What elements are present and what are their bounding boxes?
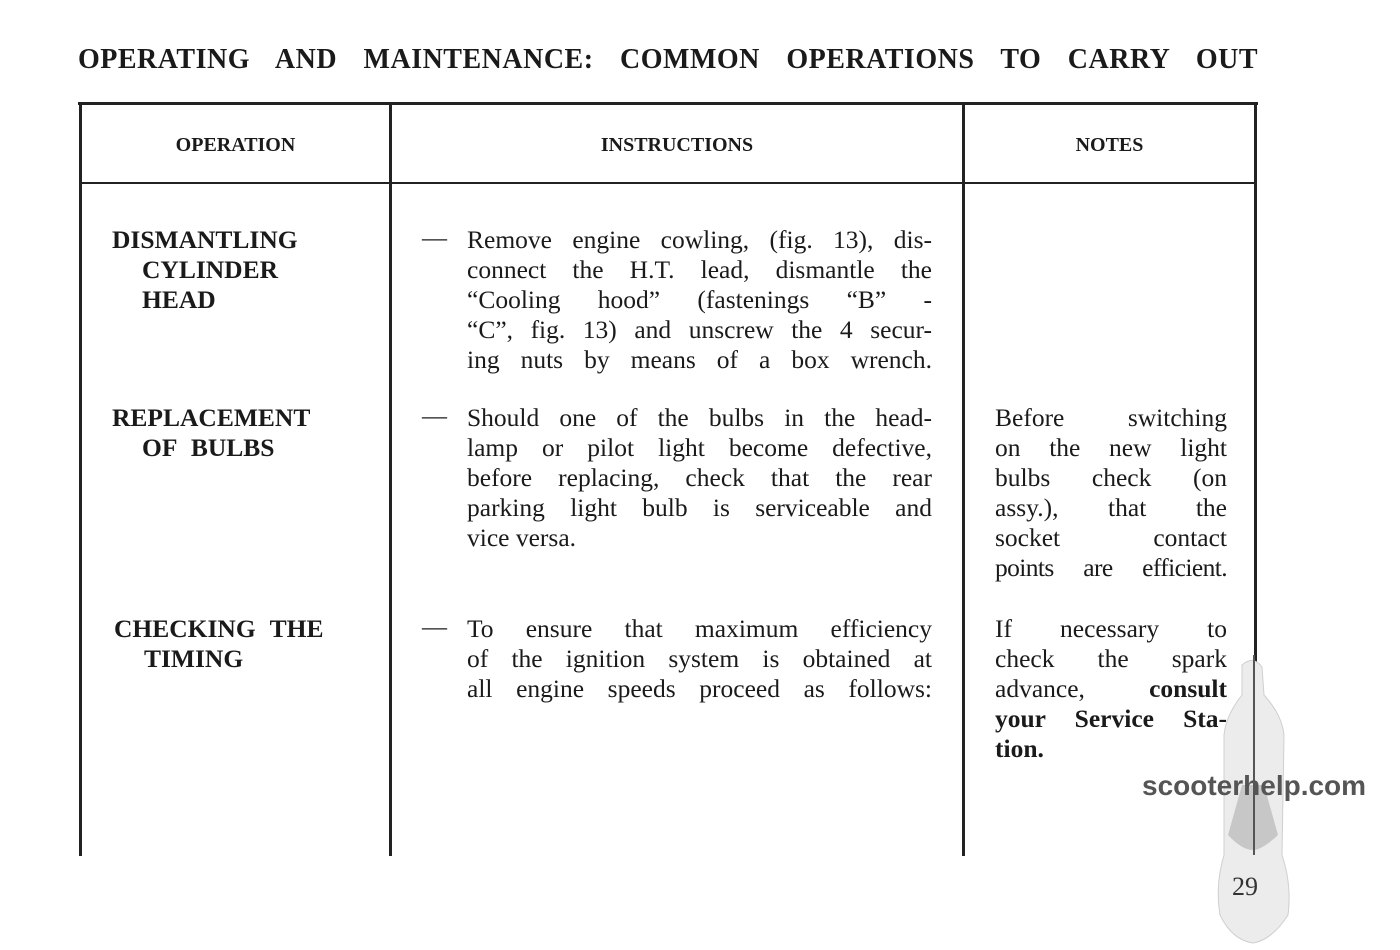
note-line: Before switching	[995, 403, 1227, 432]
instruction-line: Remove engine cowling, (fig. 13), dis-	[467, 225, 932, 254]
note-line: socket contact	[995, 523, 1227, 552]
instruction-line: “C”, fig. 13) and unscrew the 4 secur-	[467, 315, 932, 344]
instruction-line: lamp or pilot light become defective,	[467, 433, 932, 462]
note-emphasis: tion.	[995, 734, 1044, 763]
instruction-line: Should one of the bulbs in the head-	[467, 403, 932, 432]
operation-line: REPLACEMENT	[112, 403, 311, 432]
instruction-line: vice versa.	[467, 523, 577, 552]
header-notes: NOTES	[1075, 134, 1144, 156]
note-line: bulbs check (on	[995, 463, 1227, 492]
notes-row-3	[995, 614, 1227, 764]
note-text: advance,	[995, 674, 1085, 703]
operation-line: HEAD	[142, 285, 216, 314]
note-line: on the new light	[995, 433, 1227, 462]
operation-line: CHECKING THE	[114, 614, 324, 643]
operation-line: OF BULBS	[142, 433, 275, 462]
note-line: points are efficient.	[995, 553, 1227, 582]
column-divider-2	[962, 104, 965, 856]
notes-row-2	[995, 403, 1227, 583]
left-border	[79, 104, 82, 856]
note-line: If necessary to	[995, 614, 1227, 643]
instruction-line: connect the H.T. lead, dismantle the	[467, 255, 932, 284]
operation-dismantling-cylinder-head	[112, 225, 298, 315]
header-bottom-rule	[80, 182, 1256, 184]
operation-line: DISMANTLING	[112, 225, 298, 254]
operation-replacement-of-bulbs	[112, 403, 310, 463]
note-line: assy.), that the	[995, 493, 1227, 522]
instruction-line: ing nuts by means of a box wrench.	[467, 345, 932, 374]
table-top-rule	[78, 102, 1258, 105]
note-line: check the spark	[995, 644, 1227, 673]
bullet-dash: —	[422, 614, 447, 641]
note-emphasis: your Service Sta-	[995, 704, 1227, 733]
instruction-line: “Cooling hood” (fastenings “B” -	[467, 285, 932, 314]
instruction-line: parking light bulb is serviceable and	[467, 493, 932, 522]
instructions-row-1	[467, 225, 932, 375]
watermark-text: scooterhelp.com	[1142, 770, 1367, 801]
operation-line: TIMING	[144, 644, 244, 673]
page-number: 29	[1232, 872, 1258, 901]
instruction-line: all engine speeds proceed as follows:	[467, 674, 932, 703]
bullet-dash: —	[422, 225, 447, 252]
header-instructions: INSTRUCTIONS	[600, 134, 754, 156]
instructions-row-3	[467, 614, 932, 704]
page-title: OPERATING AND MAINTENANCE: COMMON OPERATIONS TO CARRY OUT	[78, 44, 1258, 75]
note-line	[995, 674, 1227, 704]
note-emphasis: consult	[1149, 674, 1227, 703]
operation-checking-the-timing	[114, 614, 323, 674]
instruction-line: of the ignition system is obtained at	[467, 644, 932, 673]
bullet-dash: —	[422, 403, 447, 430]
column-divider-1	[389, 104, 392, 856]
instructions-row-2	[467, 403, 932, 553]
header-operation: OPERATION	[175, 134, 296, 156]
instruction-line: before replacing, check that the rear	[467, 463, 932, 492]
operation-line: CYLINDER	[142, 255, 279, 284]
instruction-line: To ensure that maximum efficiency	[467, 614, 932, 643]
